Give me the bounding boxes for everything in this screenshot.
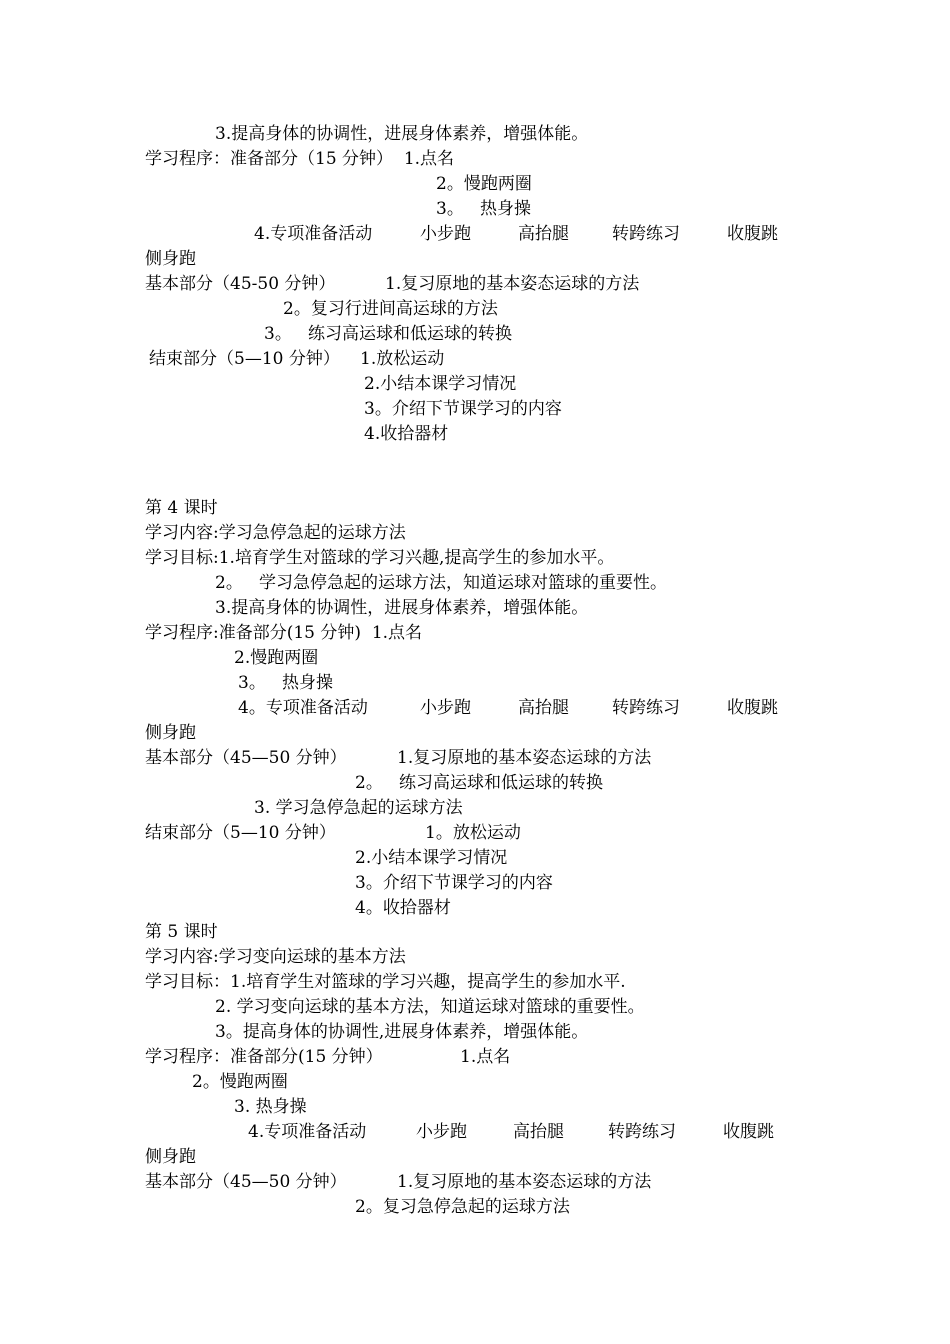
drill-item: 收腹跳: [723, 1122, 774, 1142]
procedure-line: 4.专项准备活动: [254, 224, 373, 244]
procedure-line: 2。复习行进间高运球的方法: [283, 299, 498, 319]
procedure-line: 3。 热身操: [436, 199, 532, 219]
procedure-line: 4。收拾器材: [355, 898, 451, 918]
procedure-line: 1。放松运动: [425, 823, 521, 843]
drill-item: 收腹跳: [727, 224, 778, 244]
procedure-line: 3。 热身操: [238, 673, 334, 693]
procedure-line: 2。 练习高运球和低运球的转换: [355, 773, 604, 793]
procedure-line: 学习程序：准备部分（15 分钟） 1.点名: [145, 149, 455, 169]
procedure-line: 2.慢跑两圈: [234, 648, 319, 668]
section-heading: 基本部分（45-50 分钟）: [145, 274, 336, 294]
procedure-line: 1.复习原地的基本姿态运球的方法: [385, 274, 640, 294]
procedure-line: 2。慢跑两圈: [192, 1072, 288, 1092]
lesson-title: 第 5 课时: [145, 922, 218, 942]
goal-line: 2。 学习急停急起的运球方法，知道运球对篮球的重要性。: [215, 573, 668, 593]
procedure-line: 1.复习原地的基本姿态运球的方法: [397, 1172, 652, 1192]
procedure-line: 学习程序:准备部分(15 分钟) 1.点名: [145, 623, 423, 643]
procedure-line: 4.专项准备活动: [248, 1122, 367, 1142]
procedure-line: 1.复习原地的基本姿态运球的方法: [397, 748, 652, 768]
lesson-goal: 学习目标：1.培育学生对篮球的学习兴趣，提高学生的参加水平.: [145, 972, 626, 992]
lesson-content: 学习内容:学习急停急起的运球方法: [145, 523, 406, 543]
drill-item: 侧身跑: [145, 723, 196, 743]
drill-item: 侧身跑: [145, 249, 196, 269]
drill-item: 高抬腿: [518, 698, 569, 718]
drill-item: 转跨练习: [612, 224, 680, 244]
procedure-line: 3。介绍下节课学习的内容: [355, 873, 553, 893]
procedure-line: 4。专项准备活动: [238, 698, 368, 718]
procedure-line: 2。慢跑两圈: [436, 174, 532, 194]
procedure-line: 1.点名: [460, 1047, 511, 1067]
procedure-line: 3. 学习急停急起的运球方法: [254, 798, 463, 818]
goal-line: 2. 学习变向运球的基本方法，知道运球对篮球的重要性。: [215, 997, 645, 1017]
procedure-line: 3。介绍下节课学习的内容: [364, 399, 562, 419]
procedure-line: 2.小结本课学习情况: [364, 374, 517, 394]
drill-item: 小步跑: [420, 224, 471, 244]
drill-item: 转跨练习: [608, 1122, 676, 1142]
drill-item: 高抬腿: [513, 1122, 564, 1142]
section-heading: 结束部分（5—10 分钟）: [145, 823, 336, 843]
lesson-content: 学习内容:学习变向运球的基本方法: [145, 947, 406, 967]
drill-item: 收腹跳: [727, 698, 778, 718]
drill-item: 侧身跑: [145, 1147, 196, 1167]
procedure-line: 学习程序：准备部分(15 分钟）: [145, 1047, 383, 1067]
lesson-title: 第 4 课时: [145, 498, 218, 518]
section-heading: 结束部分（5—10 分钟）: [149, 349, 340, 369]
procedure-line: 2。复习急停急起的运球方法: [355, 1197, 570, 1217]
lesson-goal: 学习目标:1.培育学生对篮球的学习兴趣,提高学生的参加水平。: [145, 548, 615, 568]
procedure-line: 3. 热身操: [234, 1097, 307, 1117]
procedure-line: 2.小结本课学习情况: [355, 848, 508, 868]
goal-line: 3.提高身体的协调性，进展身体素养，增强体能。: [215, 124, 589, 144]
drill-item: 高抬腿: [518, 224, 569, 244]
section-heading: 基本部分（45—50 分钟）: [145, 748, 347, 768]
drill-item: 转跨练习: [612, 698, 680, 718]
section-heading: 基本部分（45—50 分钟）: [145, 1172, 347, 1192]
procedure-line: 1.放松运动: [360, 349, 445, 369]
drill-item: 小步跑: [420, 698, 471, 718]
procedure-line: 4.收拾器材: [364, 424, 449, 444]
procedure-line: 3。 练习高运球和低运球的转换: [264, 324, 513, 344]
goal-line: 3.提高身体的协调性，进展身体素养，增强体能。: [215, 598, 589, 618]
goal-line: 3。提高身体的协调性,进展身体素养，增强体能。: [215, 1022, 589, 1042]
drill-item: 小步跑: [416, 1122, 467, 1142]
